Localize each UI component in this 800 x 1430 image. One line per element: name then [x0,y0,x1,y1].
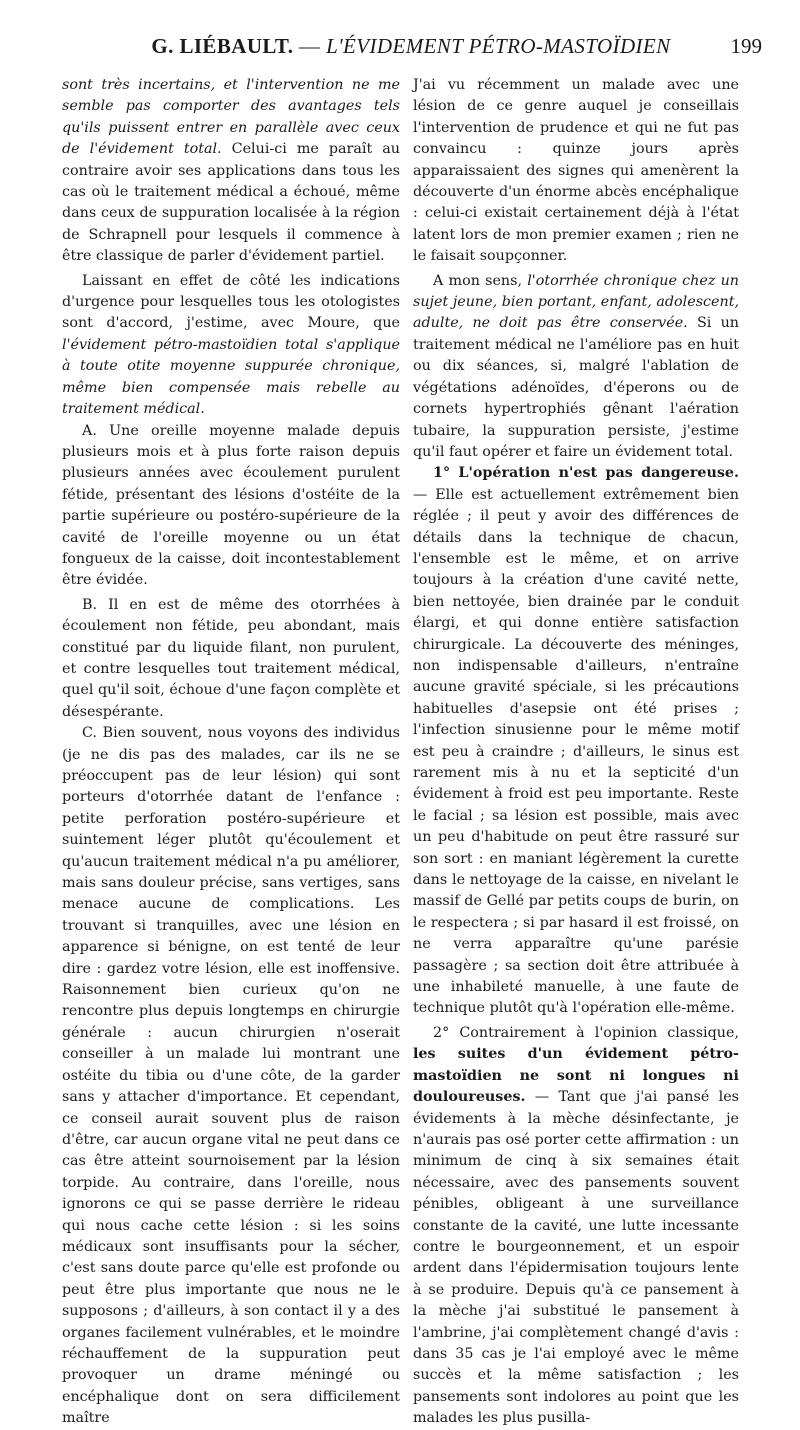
right-column [413,75,739,1430]
paragraph-indications [62,271,400,421]
header-author: G. LIÉBAULT. [151,34,294,58]
paragraph-point-1 [413,463,739,1020]
paragraph-c: C. Bien souvent, nous voyons des individus (je ne dis pas des malades, car ils ne se préoccupent pas de leur lésion) qui sont porteurs d'otorrhée datant de l'enfance : petite perforation postéro-supérieure et suintement léger plutôt qu'écoulement et qu'aucun traitement médical n'a pu améliorer, mais sans douleur précise, sans vertiges, sans menace aucune de complications. Les trouvant si tranquilles, avec une lésion en apparence si bénigne, on est tenté de leur dire : gardez votre lésion, elle est inoffensive. Raisonnement bien curieux qu'on ne rencontre plus depuis longtemps en chirurgie générale : aucun chirurgien n'oserait conseiller à un malade lui montrant une ostéite du tibia ou d'une côte, de la garder sans y attacher d'importance. Et cependant, ce conseil aurait souvent plus de raison d'être, car aucun organe vital ne peut dans ce cas être atteint sournoisement par la lésion torpide. Au contraire, dans l'oreille, nous ignorons ce qui se passe derrière le rideau qui nous cache cette lésion : si les soins médicaux sont insuffisants pour la sécher, c'est sans doute parce qu'elle est profonde ou peut être plus importante que nous ne le supposons ; d'ailleurs, à son contact il y a des organes facilement vulnérables, et le moindre réchauffement de la suppuration peut provoquer un drame méningé ou encéphalique dont on sera difficilement maître [62,725,400,1427]
paragraph-b: B. Il en est de même des otorrhées à écoulement non fétide, peu abondant, mais constitué par du liquide filant, non purulent, et contre lesquelles tout traitement médical, quel qu'il soit, échoue d'une façon complète et désespérante. [62,596,400,720]
italic-span: l'évidement pétro-mastoïdien total s'applique à toute otite moyenne suppurée chronique, même bien compensée mais rebelle au traitement médical. [62,336,400,418]
header-dash: — [299,34,327,58]
text-span: — Elle est actuellement extrêmement bien réglée ; il peut y avoir des différences de détails dans la technique de chacun, l'ensemble est le même, et on arrive toujours à la création d'une cavité nette, bien nettoyée, bien drainée par le conduit élargi, et qui donne entière satisfaction chirurgicale. La découverte des méninges, non indispensable d'ailleurs, n'entraîne aucune gravité spéciale, si les précautions habituelles d'asepsie ont été prises ; l'infection sinusienne pour le même motif est peu à craindre ; d'ailleurs, le sinus est rarement mis à nu et la septicité d'un évidement à froid est peu importante. Reste le facial ; sa lésion est possible, mais avec un peu d'habitude on peut être rassuré sur son sort : en maniant légèrement la curette dans le nettoyage de la caisse, en nivelant le massif de Gellé par petits coups de burin, on le respectera ; si par hasard il est froissé, on ne verra apparaître qu'une parésie passagère ; sa section doit être attribuée à une inhabileté manuelle, à une faute de technique plutôt qu'à l'opération elle-même. [413,486,739,1017]
left-column [62,75,400,1430]
paragraph-continuation [62,75,400,268]
running-header [60,30,762,66]
header-title: L'ÉVIDEMENT PÉTRO-MASTOÏDIEN [326,34,671,58]
point-2-heading: les suites d'un évidement pétro-mastoïdien ne sont ni longues ni douloureuses. [413,1046,739,1106]
text-span: Celui-ci me paraît au contraire avoir ses applications dans tous les cas où le traitement médical a échoué, même dans ceux de suppuration localisée à la région de Schrapnell pour lesquels il commence à être classique de parler d'évidement partiel. [62,141,400,265]
text-span: A mon sens, [433,272,528,289]
paragraph-point-2 [413,1023,739,1430]
text-span: Si un traitement médical ne l'améliore pas en huit ou dix séances, si, malgré l'ablation de végétations adénoïdes, d'éperons ou de cornets hypertrophiés gênant l'aération tubaire, la suppuration persiste, j'estime qu'il faut opérer et faire un évidement total. [413,315,740,460]
paragraph-case: J'ai vu récemment un malade avec une lésion de ce genre auquel je conseillais l'intervention de prudence et qui ne fut pas convaincu : quinze jours après apparaissaient des signes qui amenèrent la découverte d'un énorme abcès encéphalique : celui-ci existait certainement déjà à l'état latent lors de mon premier examen ; rien ne le faisait soupçonner. [413,77,739,265]
point-1-heading: 1° L'opération n'est pas dangereuse. [433,465,739,482]
italic-span: l'otorrhée chronique chez un sujet jeune, bien portant, enfant, adolescent, adulte, ne doit pas être conservée. [413,272,739,332]
running-title [60,34,762,59]
text-span: Laissant en effet de côté les indications d'urgence pour lesquelles tous les otologistes sont d'accord, j'estime, avec Moure, que [62,272,400,332]
paragraph-a: A. Une oreille moyenne malade depuis plusieurs mois et à plus forte raison depuis plusieurs années avec écoulement purulent fétide, présentant des lésions d'ostéite de la partie supérieure ou postéro-supérieure de la cavité de l'oreille moyenne ou un état fongueux de la caisse, doit incontestablement être évidée. [62,422,400,589]
text-span: — Tant que j'ai pansé les évidements à la mèche désinfectante, je n'aurais pas osé porter cette affirmation : un minimum de cinq à six semaines était nécessaire, avec des pansements souvent pénibles, obligeant à une surveillance constante de la cavité, une lutte incessante contre le bourgeonnement, et un espoir ardent dans l'épidermisation toujours lente à se produire. Depuis qu'à ce pansement à la mèche j'ai substitué le pansement à l'ambrine, j'ai complètement changé d'avis : dans 35 cas je l'ai employé avec le même succès et la même satisfaction ; les pansements sont indolores au point que les malades les plus pusilla- [413,1089,739,1427]
italic-span: sont très incertains, et l'intervention ne me semble pas comporter des avantages tels qu'ils puissent entrer en parallèle avec ceux de l'évidement total. [62,77,400,158]
page-number: 199 [730,34,762,58]
paragraph-opinion [413,271,739,464]
text-span: 2° Contrairement à l'opinion classique, [433,1024,739,1041]
